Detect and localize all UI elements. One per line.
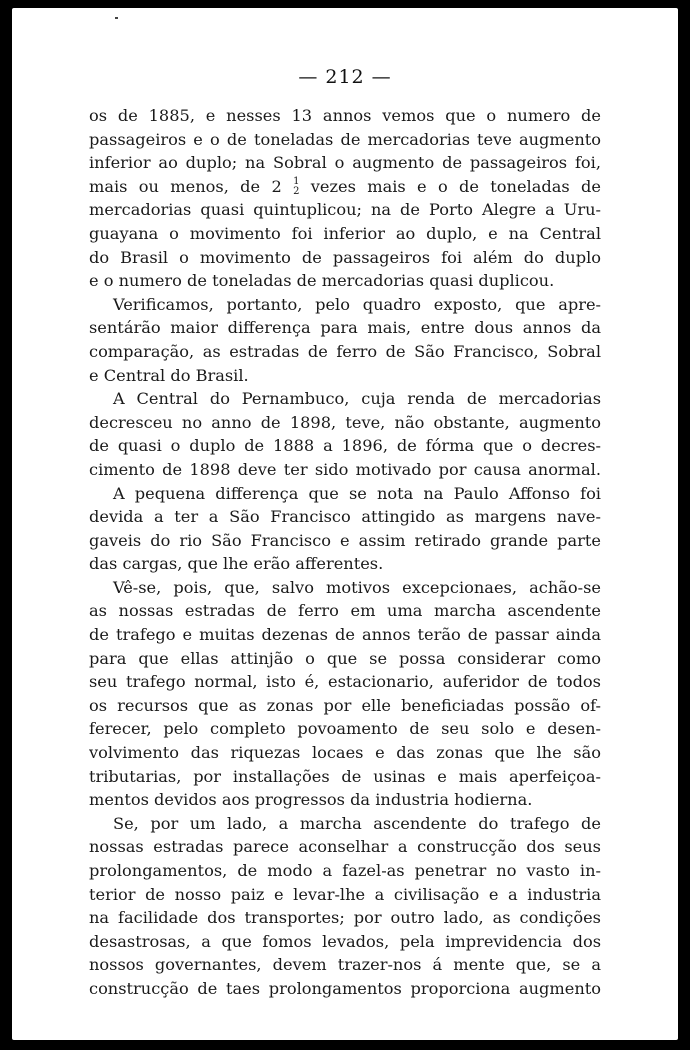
text-line: para que ellas attinjão o que se possa considerar como — [89, 648, 601, 668]
text-line: A Central do Pernambuco, cuja renda de mercadorias — [113, 389, 601, 409]
text-line: nossas estradas parece aconselhar a construcção dos seus — [89, 837, 601, 857]
text-line: Verificamos, portanto, pelo quadro exposto, que apre- — [113, 294, 601, 314]
text-line: e Central do Brasil. — [89, 365, 249, 385]
fraction-numerator: 1 — [293, 176, 300, 188]
text-line: e o numero de toneladas de mercadorias quasi duplicou. — [89, 271, 555, 291]
text-line: as nossas estradas de ferro em uma marcha ascendente — [89, 601, 601, 621]
text-line: mentos devidos aos progressos da industria hodierna. — [89, 790, 533, 810]
fraction-denominator: 2 — [293, 186, 300, 198]
text-line: nossos governantes, devem trazer-nos á mente que, se a — [89, 955, 601, 975]
text-line — [89, 175, 601, 199]
text-fragment: mais ou menos, de 2 — [89, 176, 282, 196]
fraction — [293, 177, 299, 197]
text-line: de trafego e muitas dezenas de annos terão de passar ainda — [89, 625, 601, 645]
text-line: A pequena differença que se nota na Paulo Affonso foi — [113, 483, 601, 503]
text-line: os recursos que as zonas por elle beneficiadas possão of- — [89, 695, 601, 715]
text-line: Se, por um lado, a marcha ascendente do trafego de — [113, 813, 601, 833]
text-line: devida a ter a São Francisco attingido as margens nave- — [89, 507, 601, 527]
text-line: de quasi o duplo de 1888 a 1896, de fórma que o decres- — [89, 436, 601, 456]
text-line: das cargas, que lhe erão afferentes. — [89, 554, 384, 574]
text-line: sentárão maior differença para mais, entre dous annos da — [89, 318, 601, 338]
text-line: gaveis do rio São Francisco e assim retirado grande parte — [89, 530, 601, 550]
text-fragment: vezes mais e o de toneladas de — [310, 176, 601, 196]
page-number-header: — 212 — — [298, 66, 392, 88]
text-line: cimento de 1898 deve ter sido motivado por causa anormal. — [89, 459, 601, 479]
text-line: seu trafego normal, isto é, estacionario, auferidor de todos — [89, 672, 601, 692]
text-line: tributarias, por installações de usinas e mais aperfeiçoa- — [89, 766, 601, 786]
text-line: do Brasil o movimento de passageiros foi além do duplo — [89, 247, 601, 267]
text-line: guayana o movimento foi inferior ao duplo, e na Central — [89, 223, 601, 243]
book-page — [12, 8, 678, 1040]
text-line: mercadorias quasi quintuplicou; na de Porto Alegre a Uru- — [89, 200, 601, 220]
text-line: passageiros e o de toneladas de mercadorias teve augmento — [89, 129, 601, 149]
text-line: Vê-se, pois, que, salvo motivos excepcionaes, achão-se — [113, 577, 601, 597]
text-line: terior de nosso paiz e levar-lhe a civilisação e a industria — [89, 884, 601, 904]
text-line: volvimento das riquezas locaes e das zonas que lhe são — [89, 743, 601, 763]
text-line: comparação, as estradas de ferro de São Francisco, Sobral — [89, 341, 601, 361]
text-line: inferior ao duplo; na Sobral o augmento de passageiros foi, — [89, 153, 601, 173]
text-line: desastrosas, a que fomos levados, pela imprevidencia dos — [89, 931, 601, 951]
text-line: construcção de taes prolongamentos proporciona augmento — [89, 978, 601, 998]
print-speck — [115, 17, 118, 19]
body-text — [89, 104, 601, 1001]
text-line: na facilidade dos transportes; por outro lado, as condições — [89, 908, 601, 928]
text-line: os de 1885, e nesses 13 annos vemos que o numero de — [89, 106, 601, 125]
text-line: ferecer, pelo completo povoamento de seu solo e desen- — [89, 719, 601, 739]
text-line: prolongamentos, de modo a fazel-as penetrar no vasto in- — [89, 861, 601, 880]
text-line: decresceu no anno de 1898, teve, não obstante, augmento — [89, 412, 601, 432]
